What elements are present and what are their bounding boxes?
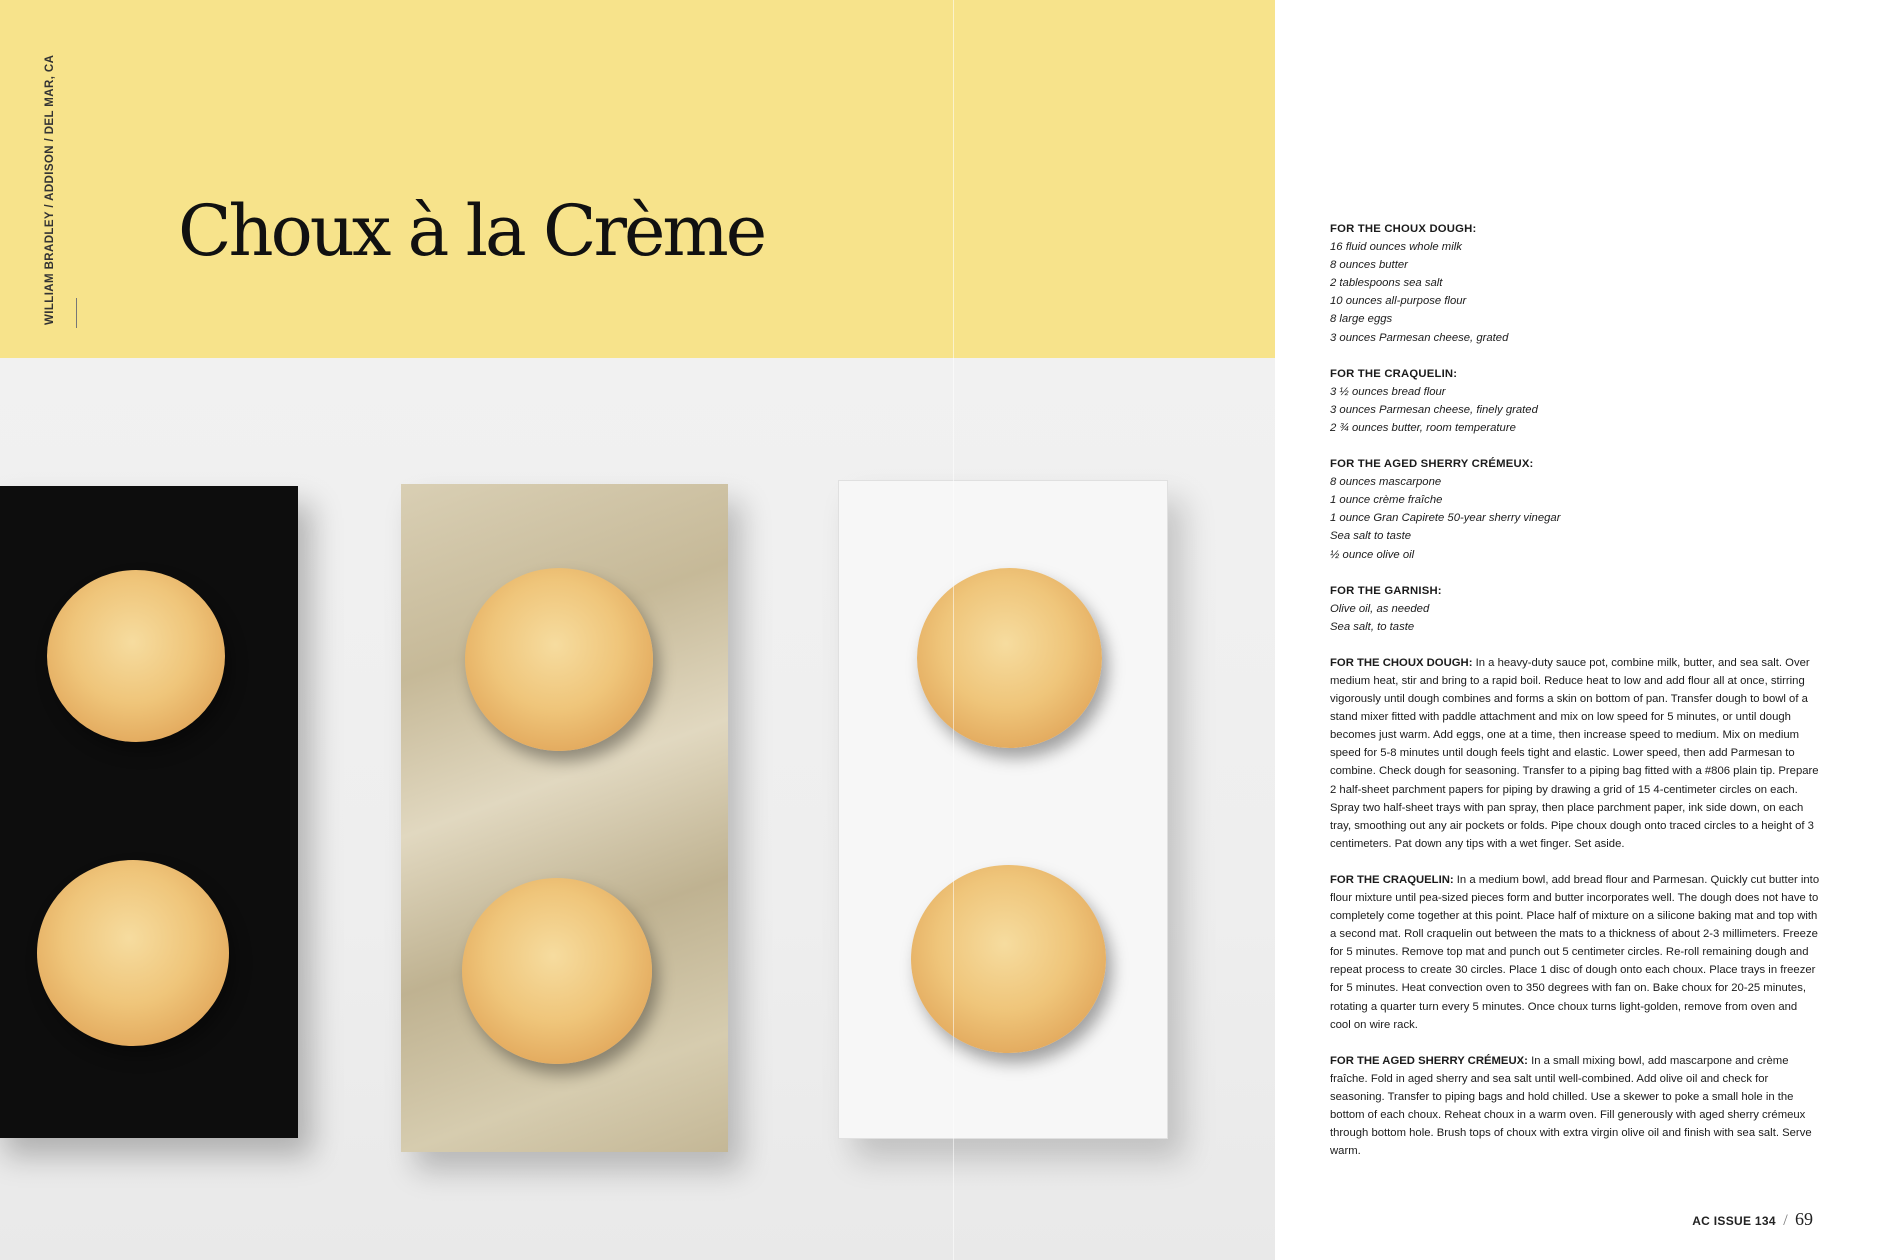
method-heading: FOR THE CHOUX DOUGH: (1330, 656, 1473, 669)
method-sherry-cremeux (1330, 1052, 1820, 1161)
ingredient: 2 ¾ ounces butter, room temperature (1330, 421, 1516, 434)
ingredient: 3 ounces Parmesan cheese, finely grated (1330, 403, 1538, 416)
choux-puff (37, 860, 229, 1046)
method-text: In a heavy-duty sauce pot, combine milk, butter, and sea salt. Over medium heat, stir and bring to a rapid boil. Reduce heat to low and add flour all at once, stirring vigorously until dough combines and forms a skin on bottom of pan. Transfer dough to bowl of a stand mixer fitted with paddle attachment and mix on low speed for 5 minutes, or until dough becomes just warm. Add eggs, one at a time, then increase speed to medium. Mix on medium speed for 5-8 minutes until dough feels tight and elastic. Lower speed, then add Parmesan to combine. Check dough for seasoning. Transfer to a piping bag fitted with a #806 plain tip. Prepare 2 half-sheet parchment papers for piping by drawing a grid of 15 4-centimeter circles on each. Spray two half-sheet trays with pan spray, then place parchment paper, ink side down, on each tray, smoothing out any air pockets or folds. Pipe choux dough onto traced circles to a height of 3 centimeters. Pat down any tips with a wet finger. Set aside. (1330, 656, 1819, 850)
ingredient: ½ ounce olive oil (1330, 548, 1415, 561)
page-folio (1692, 1209, 1813, 1230)
section-heading: FOR THE GARNISH: (1330, 584, 1442, 597)
ingredient: Olive oil, as needed (1330, 602, 1430, 615)
choux-puff (47, 570, 225, 742)
page-gutter (953, 0, 954, 1260)
byline-rule (76, 298, 77, 328)
section-heading: FOR THE CHOUX DOUGH: (1330, 223, 1477, 235)
method-heading: FOR THE CRAQUELIN: (1330, 873, 1454, 886)
ingredients-sherry-cremeux (1330, 455, 1820, 564)
title-band (0, 0, 1275, 358)
ingredients-craquelin (1330, 365, 1820, 437)
recipe-text (1330, 220, 1820, 1178)
ingredient: 3 ounces Parmesan cheese, grated (1330, 331, 1509, 344)
ingredients-choux-dough (1330, 220, 1820, 347)
choux-puff (917, 568, 1102, 748)
ingredient: Sea salt to taste (1330, 530, 1412, 543)
ingredient: 8 large eggs (1330, 313, 1393, 326)
ingredient: 8 ounces butter (1330, 259, 1408, 272)
folio-separator: / (1783, 1212, 1788, 1229)
ingredient: 10 ounces all-purpose flour (1330, 295, 1467, 308)
page-number: 69 (1795, 1209, 1813, 1229)
ingredient: 2 tablespoons sea salt (1330, 277, 1443, 290)
method-text: In a small mixing bowl, add mascarpone and crème fraîche. Fold in aged sherry and sea salt until well-combined. Add olive oil and check for seasoning. Transfer to piping bags and hold chilled. Use a skewer to poke a small hole in the bottom of each choux. Reheat choux in a warm oven. Fill generously with aged sherry crémeux through bottom hole. Brush tops of choux with extra virgin olive oil and finish with sea salt. Serve warm. (1330, 1054, 1812, 1158)
ingredient: 1 ounce crème fraîche (1330, 494, 1443, 507)
method-craquelin (1330, 871, 1820, 1034)
ingredient: 8 ounces mascarpone (1330, 476, 1442, 489)
choux-puff (465, 568, 653, 751)
method-text: In a medium bowl, add bread flour and Parmesan. Quickly cut butter into flour mixture until pea-sized pieces form and butter incorporates well. The dough does not have to completely come together at this point. Place half of mixture on a silicone baking mat and top with a second mat. Roll craquelin out between the mats to a thickness of about 2-3 millimeters. Freeze for 5 minutes. Remove top mat and punch out 5 centimeter circles. Re-roll remaining dough and repeat process to create 30 circles. Place 1 disc of dough onto each choux. Place trays in freezer for 5 minutes. Heat convection oven to 350 degrees with fan on. Bake choux for 20-25 minutes, rotating a quarter turn every 5 minutes. Once choux turns light-golden, remove from oven and cool on wire rack. (1330, 873, 1820, 1031)
byline: WILLIAM BRADLEY / ADDISON / DEL MAR, CA (44, 54, 56, 325)
ingredient: 1 ounce Gran Capirete 50-year sherry vinegar (1330, 512, 1561, 525)
choux-puff (911, 865, 1106, 1053)
section-heading: FOR THE AGED SHERRY CRÉMEUX: (1330, 458, 1534, 471)
page-title: Choux à la Crème (178, 190, 765, 272)
choux-puff (462, 878, 652, 1064)
issue-label: AC ISSUE 134 (1692, 1214, 1776, 1228)
method-heading: FOR THE AGED SHERRY CRÉMEUX: (1330, 1054, 1528, 1067)
section-heading: FOR THE CRAQUELIN: (1330, 367, 1458, 380)
ingredient: 3 ½ ounces bread flour (1330, 385, 1446, 398)
ingredient: 16 fluid ounces whole milk (1330, 241, 1462, 254)
ingredient: Sea salt, to taste (1330, 620, 1415, 633)
ingredients-garnish (1330, 582, 1820, 636)
method-choux-dough (1330, 654, 1820, 853)
